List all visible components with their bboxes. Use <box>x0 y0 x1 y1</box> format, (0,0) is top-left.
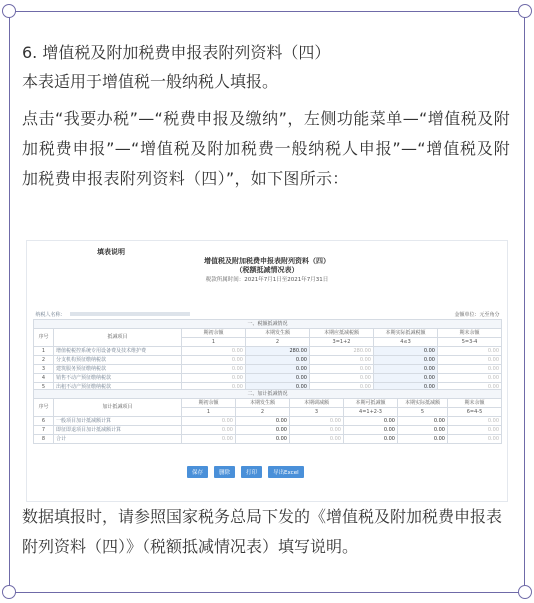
column-formula: 4=1+2-3 <box>344 408 398 417</box>
amount-cell[interactable]: 0.00 <box>246 374 310 383</box>
amount-cell: 0.00 <box>448 426 502 435</box>
column-header: 本期调减额 <box>290 399 344 408</box>
header-row <box>34 329 502 338</box>
section-title: 一、税额抵减情况 <box>34 320 502 329</box>
row-number: 8 <box>34 435 54 444</box>
amount-cell[interactable]: 0.00 <box>398 417 448 426</box>
amount-cell[interactable]: 0.00 <box>246 383 310 392</box>
amount-cell: 0.00 <box>344 435 398 444</box>
column-formula: 4≤3 <box>374 338 438 347</box>
column-formula: 1 <box>182 408 236 417</box>
amount-cell: 0.00 <box>438 347 502 356</box>
save-button[interactable]: 保存 <box>187 466 208 478</box>
amount-cell[interactable]: 0.00 <box>374 356 438 365</box>
amount-cell[interactable]: 0.00 <box>398 426 448 435</box>
row-number: 6 <box>34 417 54 426</box>
section-heading: 6. 增值税及附加税费申报表附列资料（四） <box>22 43 331 62</box>
amount-cell[interactable]: 280.00 <box>246 347 310 356</box>
table-row <box>34 347 502 356</box>
amount-cell[interactable]: 0.00 <box>374 347 438 356</box>
column-header: 本期实际抵减额 <box>398 399 448 408</box>
table-row <box>34 426 502 435</box>
help-link[interactable]: 填表说明 <box>97 248 125 256</box>
row-item: 即征即退项目加计抵减额计算 <box>54 426 182 435</box>
amount-cell[interactable]: 0.00 <box>236 426 290 435</box>
row-number: 5 <box>34 383 54 392</box>
table-row <box>34 435 502 444</box>
column-header: 抵减项目 <box>54 329 182 347</box>
intro-paragraph: 本表适用于增值税一般纳税人填报。 <box>22 72 279 91</box>
corner-ornament <box>518 4 532 18</box>
instruction-paragraph: 点击“我要办税”—“税费申报及缴纳”，左侧功能菜单—“增值税及附加税费申报”—“增值税及附加税费一般纳税人申报”—“增值税及附加税费申报表附列资料（四）”，如下图所示： <box>22 109 510 188</box>
section-row <box>34 390 502 399</box>
unit-label: 金额单位：元至角分 <box>454 311 500 318</box>
amount-cell: 0.00 <box>310 365 374 374</box>
amount-cell: 0.00 <box>448 435 502 444</box>
row-item: 建筑服务预征缴纳税款 <box>54 365 182 374</box>
row-item: 增值税税控系统专用设备费及技术维护费 <box>54 347 182 356</box>
deduction-table <box>33 311 502 392</box>
column-formula: 2 <box>246 338 310 347</box>
amount-cell: 0.00 <box>182 417 236 426</box>
amount-cell: 0.00 <box>438 383 502 392</box>
corner-ornament <box>2 4 16 18</box>
additional-deduction-table <box>33 389 502 444</box>
amount-cell: 0.00 <box>182 356 246 365</box>
column-formula: 5 <box>398 408 448 417</box>
export-excel-button[interactable]: 导出Excel <box>268 466 304 478</box>
amount-cell: 0.00 <box>438 356 502 365</box>
column-header: 期末余额 <box>448 399 502 408</box>
delete-button[interactable]: 删除 <box>214 466 235 478</box>
amount-cell[interactable]: 0.00 <box>246 365 310 374</box>
column-header: 本期发生额 <box>236 399 290 408</box>
amount-cell[interactable]: 0.00 <box>374 383 438 392</box>
corner-ornament <box>2 585 16 599</box>
header-row <box>34 399 502 408</box>
column-header: 加计抵减项目 <box>54 399 182 417</box>
taxpayer-name-redacted <box>70 312 190 316</box>
form-title: 增值税及附加税费申报表附列资料（四） <box>204 257 330 265</box>
amount-cell: 0.00 <box>182 383 246 392</box>
amount-cell[interactable]: 0.00 <box>236 435 290 444</box>
column-formula: 6=4-5 <box>448 408 502 417</box>
amount-cell: 0.00 <box>310 374 374 383</box>
amount-cell[interactable]: 0.00 <box>246 356 310 365</box>
column-header: 序号 <box>34 399 54 417</box>
row-item: 销售不动产预征缴纳税款 <box>54 374 182 383</box>
amount-cell: 0.00 <box>182 365 246 374</box>
form-button-bar <box>187 466 304 478</box>
amount-cell: 0.00 <box>438 374 502 383</box>
amount-cell: 0.00 <box>290 435 344 444</box>
amount-cell: 0.00 <box>182 347 246 356</box>
column-formula: 3=1+2 <box>310 338 374 347</box>
row-number: 3 <box>34 365 54 374</box>
info-row <box>34 311 502 320</box>
amount-cell: 0.00 <box>290 417 344 426</box>
row-item: 分支机构预征缴纳税款 <box>54 356 182 365</box>
row-item: 合计 <box>54 435 182 444</box>
column-header: 本期实际抵减税额 <box>374 329 438 338</box>
column-header: 期末余额 <box>438 329 502 338</box>
column-formula: 5=3-4 <box>438 338 502 347</box>
amount-cell: 0.00 <box>182 426 236 435</box>
row-number: 2 <box>34 356 54 365</box>
row-number: 7 <box>34 426 54 435</box>
embedded-screenshot <box>26 240 508 502</box>
row-item: 一般项目加计抵减额计算 <box>54 417 182 426</box>
amount-cell: 0.00 <box>290 426 344 435</box>
amount-cell: 0.00 <box>182 435 236 444</box>
column-header: 期初余额 <box>182 399 236 408</box>
print-button[interactable]: 打印 <box>241 466 262 478</box>
amount-cell[interactable]: 0.00 <box>236 417 290 426</box>
tax-period: 税款所属时间：2021年7月1日至2021年7月31日 <box>205 277 329 283</box>
column-header: 本期可抵减额 <box>344 399 398 408</box>
table-row <box>34 417 502 426</box>
amount-cell[interactable]: 0.00 <box>398 435 448 444</box>
amount-cell: 280.00 <box>310 347 374 356</box>
amount-cell: 0.00 <box>448 417 502 426</box>
corner-ornament <box>518 585 532 599</box>
section-row <box>34 320 502 329</box>
column-header: 本期应抵减税额 <box>310 329 374 338</box>
amount-cell: 0.00 <box>182 374 246 383</box>
amount-cell: 0.00 <box>310 383 374 392</box>
column-formula: 1 <box>182 338 246 347</box>
column-header: 期初余额 <box>182 329 246 338</box>
amount-cell[interactable]: 0.00 <box>374 365 438 374</box>
table-row <box>34 365 502 374</box>
taxpayer-cell: 纳税人名称： <box>34 311 246 320</box>
row-item: 出租不动产预征缴纳税款 <box>54 383 182 392</box>
column-formula: 3 <box>290 408 344 417</box>
column-formula: 2 <box>236 408 290 417</box>
column-header: 本期发生额 <box>246 329 310 338</box>
amount-cell: 0.00 <box>438 365 502 374</box>
section-title: 二、加计抵减情况 <box>34 390 502 399</box>
row-number: 4 <box>34 374 54 383</box>
table-row <box>34 374 502 383</box>
amount-cell[interactable]: 0.00 <box>374 374 438 383</box>
table-row <box>34 356 502 365</box>
column-header: 序号 <box>34 329 54 347</box>
footer-paragraph: 数据填报时，请参照国家税务总局下发的《增值税及附加税费申报表附列资料（四）》（税额抵减情况表）填写说明。 <box>22 507 503 556</box>
form-subtitle: （税额抵减情况表） <box>235 266 299 274</box>
amount-cell: 0.00 <box>344 417 398 426</box>
amount-cell: 0.00 <box>344 426 398 435</box>
amount-cell: 0.00 <box>310 356 374 365</box>
row-number: 1 <box>34 347 54 356</box>
